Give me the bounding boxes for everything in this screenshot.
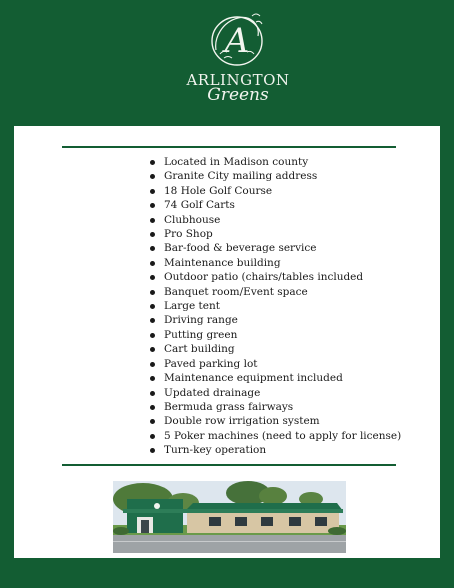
monogram-wreath-icon (208, 10, 266, 70)
left-border-bar (0, 126, 14, 558)
list-item: 18 Hole Golf Course (150, 184, 401, 198)
list-item: Maintenance equipment included (150, 371, 401, 385)
list-item: Located in Madison county (150, 155, 401, 169)
logo-wordmark: ARLINGTON (186, 71, 290, 89)
list-item: Bar-food & beverage service (150, 241, 401, 255)
feature-list (150, 155, 401, 458)
list-item: Updated drainage (150, 386, 401, 400)
list-item: Putting green (150, 328, 401, 342)
clubhouse-photo (113, 481, 346, 553)
list-item: 74 Golf Carts (150, 198, 401, 212)
list-item: Turn-key operation (150, 443, 401, 457)
list-item: Driving range (150, 313, 401, 327)
logo-script-text: Greens (207, 85, 269, 105)
list-item: 5 Poker machines (need to apply for license) (150, 429, 401, 443)
list-item: Bermuda grass fairways (150, 400, 401, 414)
right-border-bar (440, 126, 454, 558)
list-item: Large tent (150, 299, 401, 313)
list-item: Clubhouse (150, 213, 401, 227)
list-item: Maintenance building (150, 256, 401, 270)
list-item: Granite City mailing address (150, 169, 401, 183)
list-item: Paved parking lot (150, 357, 401, 371)
list-item: Outdoor patio (chairs/tables included (150, 270, 401, 284)
top-divider (62, 146, 396, 148)
monogram-letter: A (224, 21, 250, 61)
header-banner (0, 0, 454, 126)
list-item: Banquet room/Event space (150, 285, 401, 299)
list-item: Pro Shop (150, 227, 401, 241)
arlington-greens-logo (186, 10, 296, 110)
list-item: Cart building (150, 342, 401, 356)
bottom-divider (62, 464, 396, 466)
list-item: Double row irrigation system (150, 414, 401, 428)
footer-banner (0, 558, 454, 588)
